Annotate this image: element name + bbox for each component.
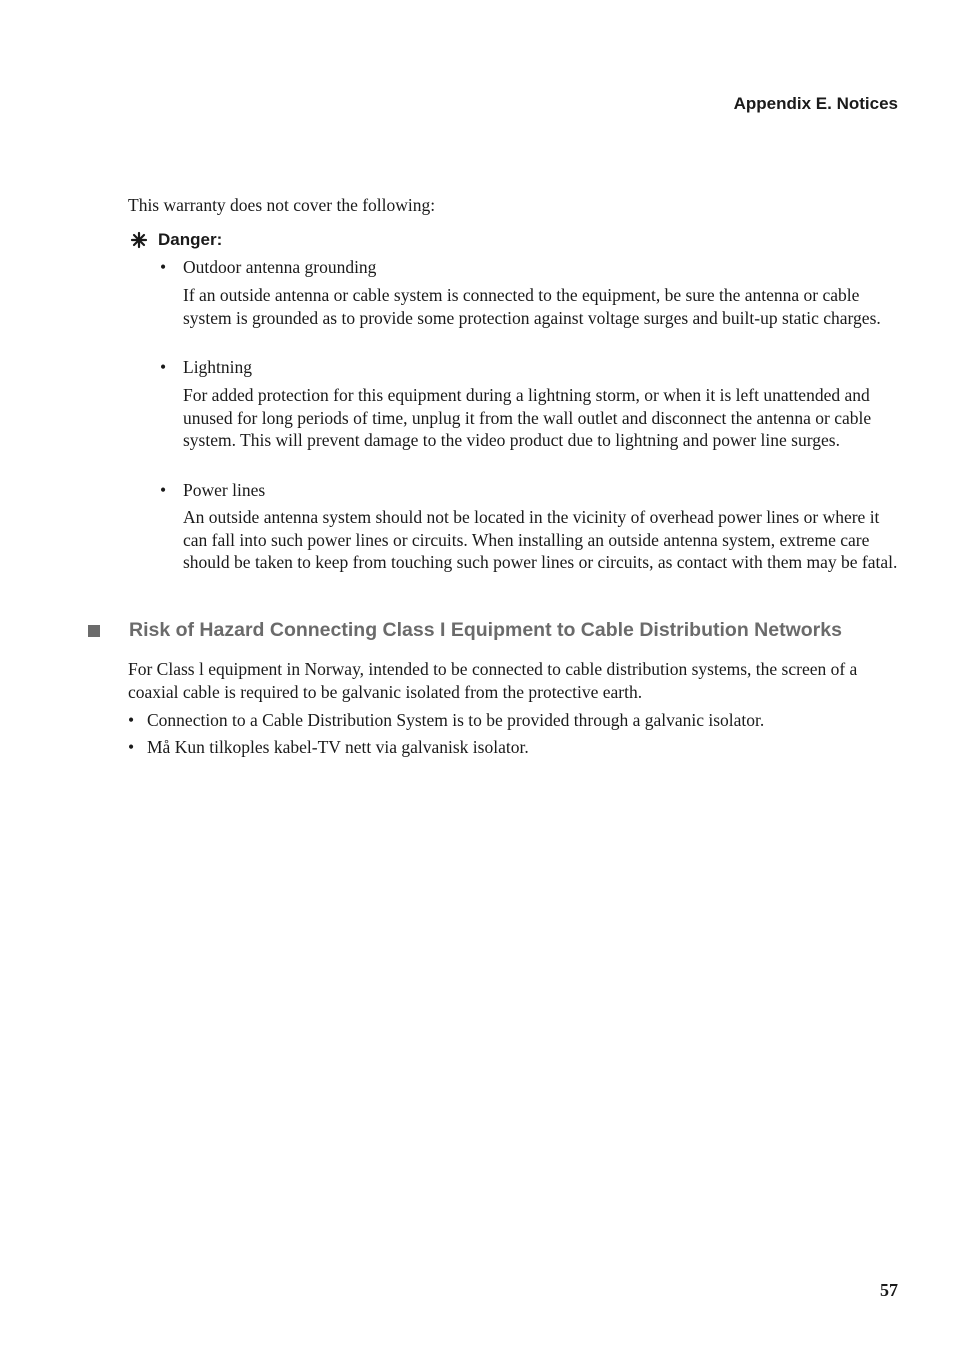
list-item — [128, 709, 764, 732]
bullet-icon: • — [160, 480, 167, 500]
bullet-icon: • — [128, 737, 135, 757]
list-item-text: Må Kun tilkoples kabel-TV nett via galvanisk isolator. — [147, 737, 529, 757]
list-item-title: Outdoor antenna grounding — [183, 257, 377, 277]
list-item — [160, 356, 252, 379]
bullet-icon: • — [160, 357, 167, 377]
danger-label: Danger: — [158, 230, 223, 249]
section-heading — [88, 619, 842, 642]
list-item-title: Lightning — [183, 357, 253, 377]
section-title: Risk of Hazard Connecting Class I Equipment to Cable Distribution Networks — [129, 619, 842, 641]
bullet-icon: • — [160, 257, 167, 277]
danger-asterisk-icon — [130, 231, 148, 249]
list-item-text: An outside antenna system should not be located in the vicinity of overhead power lines or where it can fall into such power lines or circuits. When installing an outside antenna system, extreme care should be taken to keep from touching such power lines or circuits, as contact with them may be fatal. — [183, 507, 898, 573]
list-item-text: If an outside antenna or cable system is connected to the equipment, be sure the antenna or cable system is grounded as to provide some protection against voltage surges and built-up static charges. — [183, 285, 881, 328]
list-item — [128, 736, 529, 759]
list-item-title: Power lines — [183, 480, 266, 500]
list-item — [160, 479, 265, 502]
page-number: 57 — [880, 1280, 898, 1300]
list-item-text: For added protection for this equipment during a lightning storm, or when it is left unattended and unused for long periods of time, unplug it from the wall outlet and disconnect the antenna or cable system. This will prevent damage to the video product due to lightning and power line surges. — [183, 385, 872, 451]
bullet-icon: • — [128, 710, 135, 730]
danger-notice — [130, 230, 222, 250]
section-body: For Class l equipment in Norway, intended to be connected to cable distribution systems, the screen of a coaxial cable is required to be galvanic isolated from the protective earth. — [128, 659, 858, 702]
list-item-text: Connection to a Cable Distribution System is to be provided through a galvanic isolator. — [147, 710, 765, 730]
intro-text: This warranty does not cover the following: — [128, 195, 436, 215]
list-item — [160, 256, 376, 279]
square-bullet-icon — [88, 625, 100, 637]
running-head: Appendix E. Notices — [733, 94, 898, 113]
